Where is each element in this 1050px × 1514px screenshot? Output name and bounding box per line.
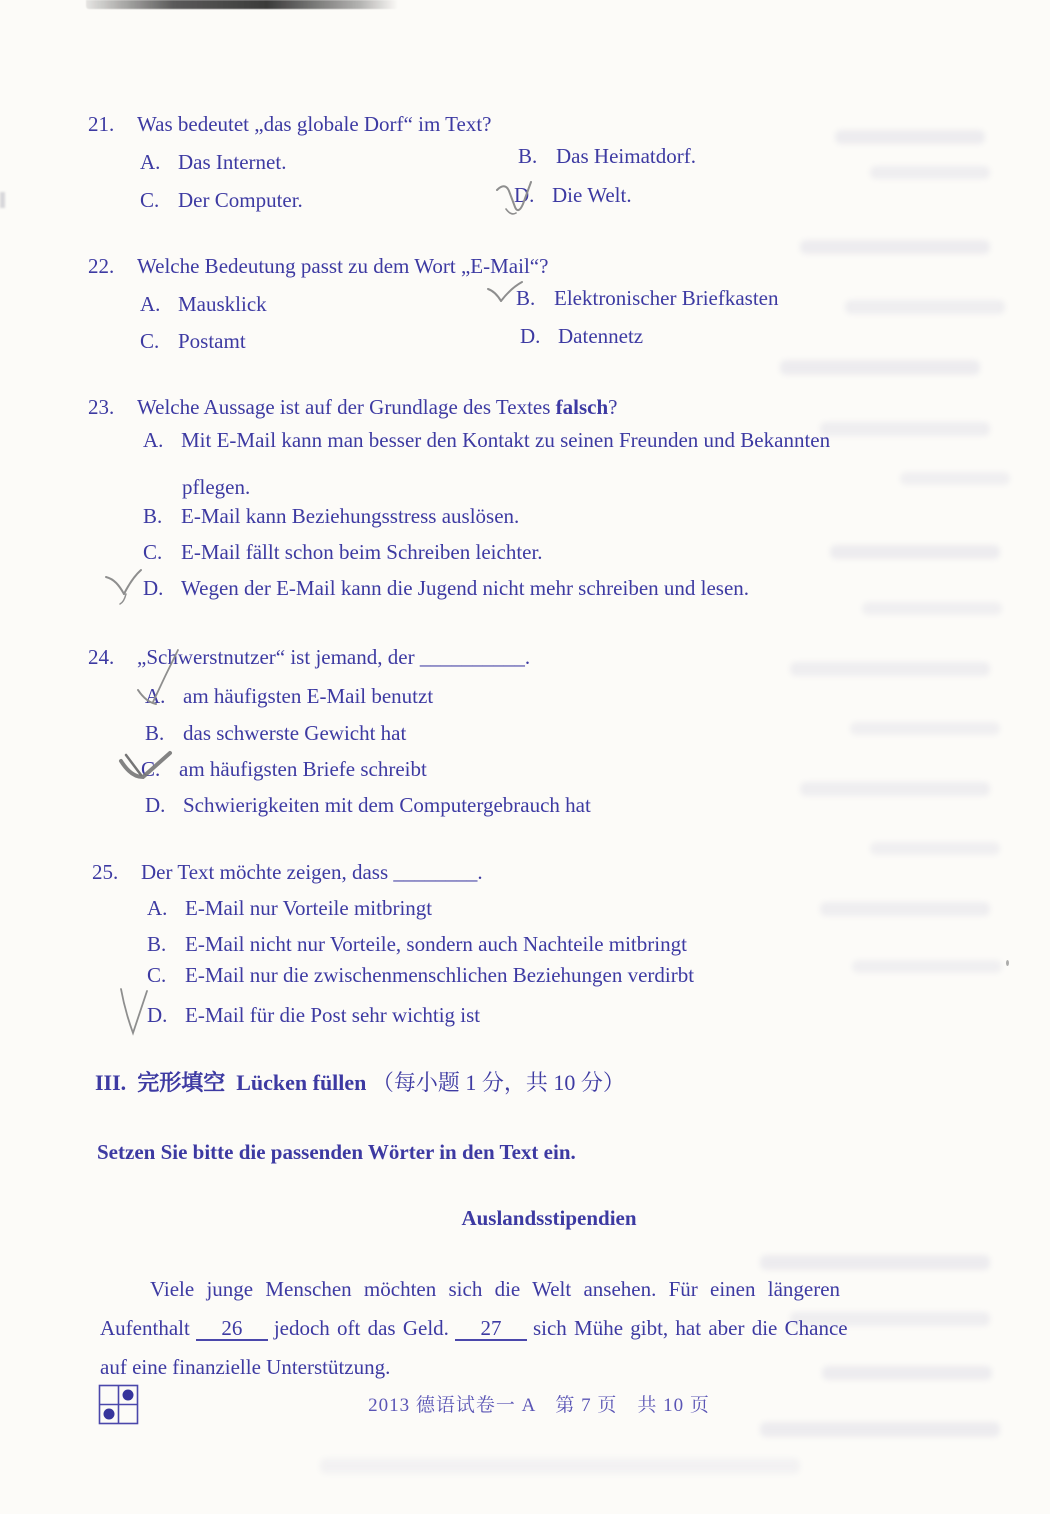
bleedthrough-mark — [845, 300, 1005, 314]
option-text: Das Internet. — [178, 150, 287, 174]
option-text: Wegen der E-Mail kann die Jugend nicht mehr schreiben und lesen. — [181, 576, 750, 600]
bleedthrough-mark — [900, 472, 1010, 485]
option-text: E-Mail nur die zwischenmenschlichen Beziehungen verdirbt — [185, 963, 695, 987]
bleedthrough-mark — [800, 240, 990, 254]
pencil-checkmark-q23-d — [104, 566, 152, 608]
option-text: am häufigsten Briefe schreibt — [179, 757, 427, 781]
option-label: B. — [518, 144, 538, 168]
cloze-title: Auslandsstipendien — [461, 1206, 637, 1230]
bleedthrough-mark — [780, 360, 980, 375]
option-text: Der Computer. — [178, 188, 303, 212]
option-label: D. — [147, 1003, 168, 1027]
option-text: das schwerste Gewicht hat — [183, 721, 407, 745]
bleedthrough-mark — [835, 130, 985, 144]
question-22-option-b — [516, 286, 779, 311]
option-label: B. — [516, 286, 536, 310]
question-21-option-b — [518, 144, 696, 169]
option-text: Das Heimatdorf. — [556, 144, 696, 168]
option-label: B. — [147, 932, 167, 956]
question-24-option-c — [141, 757, 427, 782]
scan-speck — [1006, 960, 1009, 966]
option-label: A. — [143, 428, 164, 452]
option-label: A. — [140, 150, 161, 174]
question-24-option-a — [145, 684, 433, 709]
option-text: E-Mail nicht nur Vorteile, sondern auch Nachteile mitbringt — [185, 932, 687, 956]
option-text: Elektronischer Briefkasten — [554, 286, 779, 310]
question-number: 21. — [88, 112, 115, 136]
section-title-de: Lücken füllen — [236, 1070, 367, 1095]
question-23-option-a-line2 — [182, 475, 250, 500]
option-text: Schwierigkeiten mit dem Computergebrauch hat — [183, 793, 591, 817]
option-text: Mausklick — [178, 292, 267, 316]
question-25-option-a — [147, 896, 432, 921]
option-label: C. — [143, 540, 163, 564]
cloze-text: Aufenthalt — [100, 1316, 190, 1340]
option-label: A. — [145, 684, 166, 708]
bleedthrough-mark — [862, 602, 1002, 615]
option-text: am häufigsten E-Mail benutzt — [183, 684, 434, 708]
bleedthrough-mark — [870, 166, 990, 179]
bleedthrough-mark — [852, 960, 1002, 973]
option-label: D. — [143, 576, 164, 600]
section-points: （每小题 1 分，共 10 分） — [371, 1070, 625, 1095]
bleedthrough-mark — [850, 722, 1000, 735]
question-23 — [88, 395, 618, 420]
option-text: E-Mail fällt schon beim Schreiben leichter. — [181, 540, 543, 564]
bleedthrough-mark — [830, 545, 1000, 559]
pencil-scribble-q24-c — [118, 748, 176, 788]
option-label: C. — [141, 757, 161, 781]
question-21-option-a — [140, 150, 286, 175]
section-title-cn: 完形填空 — [137, 1070, 226, 1095]
option-text: pflegen. — [182, 475, 251, 499]
cloze-paragraph-line-1: Viele junge Menschen möchten sich die Welt ansehen. Für einen längeren — [150, 1277, 841, 1301]
question-21 — [88, 112, 492, 137]
bleedthrough-mark — [760, 1255, 990, 1270]
question-text: „Schwerstnutzer“ ist jemand, der __________. — [137, 645, 531, 669]
bleedthrough-mark — [822, 1366, 992, 1380]
option-label: B. — [145, 721, 165, 745]
option-label: C. — [147, 963, 167, 987]
question-23-option-a — [143, 428, 830, 453]
option-label: A. — [140, 292, 161, 316]
question-text-bold: falsch — [555, 395, 609, 419]
option-label: C. — [140, 188, 160, 212]
cloze-blank-27: 27 — [455, 1319, 527, 1341]
section-3-heading — [95, 1066, 625, 1097]
option-text: E-Mail nur Vorteile mitbringt — [185, 896, 433, 920]
scan-edge-mark — [0, 192, 5, 208]
option-text: E-Mail kann Beziehungsstress auslösen. — [181, 504, 520, 528]
option-text: Mit E-Mail kann man besser den Kontakt zu seinen Freunden und Bekannten — [181, 428, 831, 452]
question-22 — [88, 254, 548, 279]
question-text: Welche Bedeutung passt zu dem Wort „E-Mail“? — [137, 254, 549, 278]
option-text: E-Mail für die Post sehr wichtig ist — [185, 1003, 481, 1027]
question-22-option-a — [140, 292, 267, 317]
question-number: 24. — [88, 645, 115, 669]
pencil-checkmark-q24-a — [134, 648, 186, 716]
page-footer: 2013 德语试卷一 A 第 7 页 共 10 页 — [368, 1395, 710, 1416]
question-23-option-b — [143, 504, 519, 529]
question-text-after: ? — [608, 395, 618, 419]
option-label: A. — [147, 896, 168, 920]
option-label: D. — [520, 324, 541, 348]
question-25-option-c — [147, 963, 694, 988]
bleedthrough-mark — [820, 422, 990, 436]
question-number: 25. — [92, 860, 119, 884]
cloze-blank-26: 26 — [196, 1319, 268, 1341]
option-text: Datennetz — [558, 324, 644, 348]
question-number: 23. — [88, 395, 115, 419]
question-number: 22. — [88, 254, 115, 278]
bleedthrough-mark — [320, 1458, 800, 1474]
pencil-checkmark-q22-b — [486, 280, 530, 314]
scan-smudge — [86, 0, 398, 9]
option-text: Die Welt. — [552, 183, 632, 207]
bleedthrough-mark — [790, 662, 990, 676]
option-label: D. — [514, 183, 535, 207]
section-3-instruction: Setzen Sie bitte die passenden Wörter in den Text ein. — [97, 1140, 576, 1164]
question-22-option-d — [520, 324, 643, 349]
pencil-checkmark-q25-d — [116, 986, 158, 1046]
question-22-option-c — [140, 329, 246, 354]
cloze-text: jedoch oft das Geld. — [273, 1316, 449, 1340]
question-25 — [92, 860, 483, 885]
cloze-paragraph-line-2 — [100, 1316, 848, 1341]
bleedthrough-mark — [800, 782, 990, 796]
question-21-option-c — [140, 188, 303, 213]
cloze-text: sich Mühe gibt, hat aber die Chance — [532, 1316, 848, 1340]
question-25-option-b — [147, 932, 687, 957]
bleedthrough-mark — [760, 1422, 1000, 1437]
question-text: Was bedeutet „das globale Dorf“ im Text? — [137, 112, 492, 136]
cloze-paragraph-line-3: auf eine finanzielle Unterstützung. — [100, 1355, 391, 1379]
bleedthrough-mark — [870, 842, 1000, 855]
question-25-option-d — [147, 1003, 480, 1028]
question-24-option-b — [145, 721, 406, 746]
question-24-option-d — [145, 793, 591, 818]
question-text: Der Text möchte zeigen, dass ________. — [141, 860, 483, 884]
option-label: C. — [140, 329, 160, 353]
question-text: Welche Aussage ist auf der Grundlage des Textes — [137, 395, 556, 419]
option-label: B. — [143, 504, 163, 528]
bleedthrough-mark — [820, 902, 990, 916]
question-23-option-c — [143, 540, 543, 565]
option-text: Postamt — [178, 329, 246, 353]
section-numeral: III. — [95, 1070, 127, 1095]
option-label: D. — [145, 793, 166, 817]
question-23-option-d — [143, 576, 749, 601]
pencil-checkmark-q21-d — [494, 176, 536, 222]
